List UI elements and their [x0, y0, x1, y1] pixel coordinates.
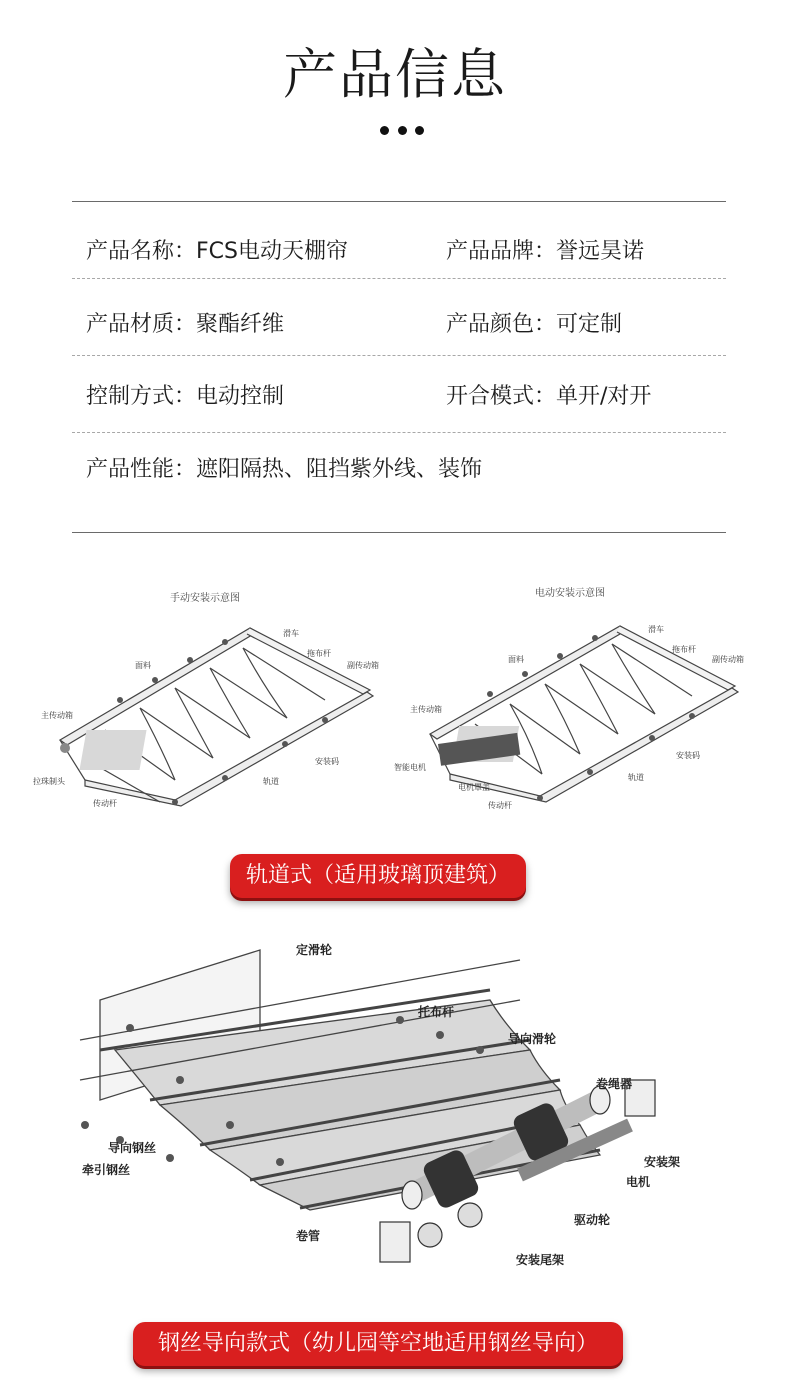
spec-mode: 开合模式：单开/对开 — [446, 384, 652, 409]
label-drive-rod: 传动杆 — [93, 799, 117, 808]
spec-brand: 产品品牌：誉远昊诺 — [446, 239, 645, 264]
label-motor: 智能电机 — [394, 763, 426, 772]
spec-divider — [72, 278, 726, 279]
spec-control: 控制方式：电动控制 — [86, 384, 285, 409]
title-dots — [380, 126, 424, 136]
label-support-rod: 托布杆 — [418, 1005, 455, 1019]
label-code: 安装码 — [676, 751, 700, 760]
label-fabric: 面料 — [508, 655, 524, 664]
manual-install-diagram — [25, 580, 395, 830]
label-drive-rod: 传动杆 — [488, 801, 512, 810]
manual-diagram-title: 手动安装示意图 — [170, 593, 240, 604]
track-style-badge: 轨道式（适用玻璃顶建筑） — [230, 854, 526, 898]
label-track: 轨道 — [263, 777, 279, 786]
label-tail-bracket: 安装尾架 — [516, 1253, 565, 1267]
label-sub-box: 副传动箱 — [347, 661, 379, 670]
label-tube: 卷管 — [296, 1229, 321, 1243]
label-traction-wire: 牵引钢丝 — [82, 1163, 131, 1177]
label-bracket: 安装架 — [644, 1155, 681, 1169]
spec-color: 产品颜色：可定制 — [446, 312, 623, 337]
spec-divider — [72, 432, 726, 433]
label-fixed-pulley: 定滑轮 — [296, 943, 333, 957]
page-title: 产品信息 — [283, 43, 507, 106]
label-rod: 拖布杆 — [307, 649, 331, 658]
spec-bottom-rule — [72, 532, 726, 533]
label-winder: 卷绳器 — [596, 1077, 633, 1091]
spec-material: 产品材质：聚酯纤维 — [86, 312, 285, 337]
label-guide-wire: 导向钢丝 — [108, 1141, 157, 1155]
spec-name: 产品名称：FCS电动天棚帘 — [86, 239, 348, 264]
label-track: 轨道 — [628, 773, 644, 782]
label-main-box: 主传动箱 — [41, 711, 73, 720]
electric-install-diagram — [390, 574, 765, 824]
label-cover: 电机罩盖 — [458, 783, 490, 792]
label-drive-wheel: 驱动轮 — [574, 1213, 611, 1227]
label-code: 安装码 — [315, 757, 339, 766]
label-pulley: 滑车 — [283, 629, 299, 638]
wire-style-badge: 钢丝导向款式（幼儿园等空地适用钢丝导向） — [133, 1322, 623, 1366]
label-fabric: 面料 — [135, 661, 151, 670]
spec-divider — [72, 355, 726, 356]
label-guide-pulley: 导向滑轮 — [508, 1032, 557, 1046]
label-motor: 电机 — [626, 1175, 651, 1189]
fabric-panel — [79, 730, 146, 770]
electric-diagram-title: 电动安装示意图 — [535, 588, 605, 599]
label-chain: 拉珠制头 — [33, 777, 65, 786]
label-rod: 拖布杆 — [672, 645, 696, 654]
wire-guide-diagram — [60, 930, 750, 1290]
spec-performance: 产品性能：遮阳隔热、阻挡紫外线、装饰 — [86, 457, 483, 482]
label-pulley: 滑车 — [648, 625, 664, 634]
spec-top-rule — [72, 201, 726, 202]
label-main-box: 主传动箱 — [410, 705, 442, 714]
label-sub-box: 副传动箱 — [712, 655, 744, 664]
